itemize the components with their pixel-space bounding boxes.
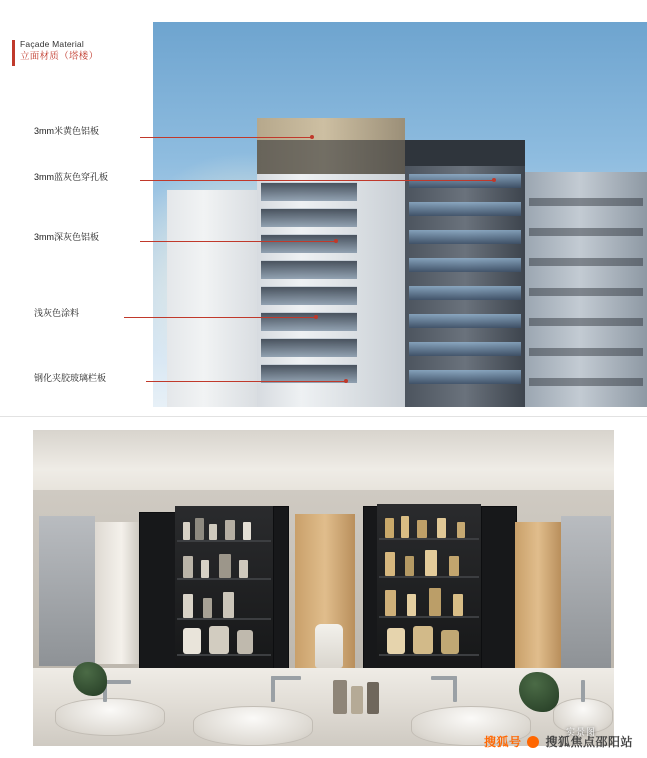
bottle <box>405 556 414 576</box>
cabinet-door-left-white <box>95 522 139 664</box>
shelf <box>177 540 271 542</box>
bottle <box>201 560 209 578</box>
window-band <box>529 378 643 386</box>
shelf <box>379 616 479 618</box>
shelf <box>177 654 271 656</box>
shelf <box>177 578 271 580</box>
dark-tower-cap <box>405 140 525 166</box>
jar <box>209 626 229 654</box>
bottle <box>425 550 437 576</box>
bottle <box>417 520 427 538</box>
jar <box>387 628 405 654</box>
jar <box>441 630 459 654</box>
window-band <box>409 202 521 216</box>
bottle <box>457 522 465 538</box>
annotation-label-4: 浅灰色涂料 <box>34 308 80 318</box>
slide-title-cn: 立面材质（塔楼） <box>20 51 99 62</box>
jar <box>183 628 201 654</box>
shelf <box>379 538 479 540</box>
cabinet-side-left <box>139 512 177 670</box>
bottle <box>401 516 409 538</box>
leader-dot-2 <box>492 178 496 182</box>
slide-divider <box>0 416 647 417</box>
leader-dot-3 <box>334 239 338 243</box>
faucet-right <box>581 680 585 702</box>
window-band <box>409 286 521 300</box>
background-tower-left <box>167 190 259 407</box>
window-band <box>529 318 643 326</box>
balcony-band <box>261 260 357 279</box>
cabinet-door-wood-right <box>515 522 561 668</box>
watermark <box>484 733 633 750</box>
bottle <box>243 522 251 540</box>
window-band <box>529 258 643 266</box>
annotation-label-1: 3mm米黄色铝板 <box>34 126 99 136</box>
bottle <box>183 556 193 578</box>
window-band <box>409 342 521 356</box>
bottle <box>453 594 463 616</box>
faucet-center-right-spout <box>431 676 457 680</box>
window-band <box>409 370 521 384</box>
shelf <box>177 618 271 620</box>
title-accent-bar <box>12 40 15 66</box>
bottle <box>209 524 217 540</box>
jar <box>237 630 253 654</box>
balcony-band <box>261 234 357 253</box>
mirror-panel-left <box>39 516 95 666</box>
leader-dot-1 <box>310 135 314 139</box>
bathroom-photo <box>33 430 614 746</box>
balcony-band <box>261 312 357 331</box>
bottle <box>223 592 234 618</box>
window-band <box>409 314 521 328</box>
leader-line-1 <box>140 137 312 138</box>
window-band <box>529 228 643 236</box>
faucet-left-spout <box>103 680 131 684</box>
window-band <box>529 348 643 356</box>
bottle <box>385 590 396 616</box>
bottle <box>203 598 212 618</box>
annotation-label-5: 钢化夹胶玻璃栏板 <box>34 373 107 383</box>
basin-center-left <box>193 706 313 746</box>
leader-line-5 <box>146 381 346 382</box>
facade-rendering-image <box>153 22 647 407</box>
shelf <box>379 576 479 578</box>
faucet-center-left-spout <box>271 676 301 680</box>
leader-dot-4 <box>314 315 318 319</box>
ceiling <box>33 430 614 496</box>
window-band <box>529 288 643 296</box>
bottle <box>385 518 394 538</box>
bottle <box>437 518 446 538</box>
window-band <box>409 230 521 244</box>
bottle <box>239 560 248 578</box>
shelf <box>379 654 479 656</box>
counter-bottle <box>367 682 379 714</box>
window-band <box>409 258 521 272</box>
photo-caption: 实景图 <box>565 727 596 737</box>
counter-bottle <box>351 686 363 714</box>
bottle <box>225 520 235 540</box>
bottle <box>219 554 231 578</box>
balcony-band <box>261 182 357 201</box>
cabinet-side-left-inner <box>273 506 289 674</box>
sohu-fox-icon <box>527 736 539 748</box>
slide-title-block <box>12 38 132 63</box>
basin-left <box>55 698 165 736</box>
bottle <box>183 594 193 618</box>
sohu-brand-label: 搜狐号 <box>483 735 522 749</box>
mirror-panel-right <box>561 516 611 668</box>
bottle <box>385 552 395 576</box>
annotation-label-2: 3mm蓝灰色穿孔板 <box>34 172 108 182</box>
cabinet-side-right <box>481 506 517 674</box>
jar <box>413 626 433 654</box>
balcony-band <box>261 208 357 227</box>
sohu-account-label: 搜狐焦点邵阳站 <box>545 735 633 749</box>
slide-title-en: Façade Material <box>20 39 84 49</box>
leader-line-4 <box>124 317 316 318</box>
main-tower-cap-shadow <box>257 140 405 174</box>
interior-photo-slide <box>0 418 647 758</box>
annotation-label-3: 3mm深灰色铝板 <box>34 232 99 242</box>
bottle <box>407 594 416 616</box>
bottle <box>429 588 441 616</box>
balcony-band <box>261 338 357 357</box>
leader-dot-5 <box>344 379 348 383</box>
balcony-band <box>261 286 357 305</box>
window-band <box>409 174 521 188</box>
leader-line-3 <box>140 241 336 242</box>
bottle <box>449 556 459 576</box>
leader-line-2 <box>140 180 494 181</box>
toilet <box>315 624 343 668</box>
window-band <box>529 198 643 206</box>
bottle <box>183 522 190 540</box>
bottle <box>195 518 204 540</box>
counter-bottle <box>333 680 347 714</box>
